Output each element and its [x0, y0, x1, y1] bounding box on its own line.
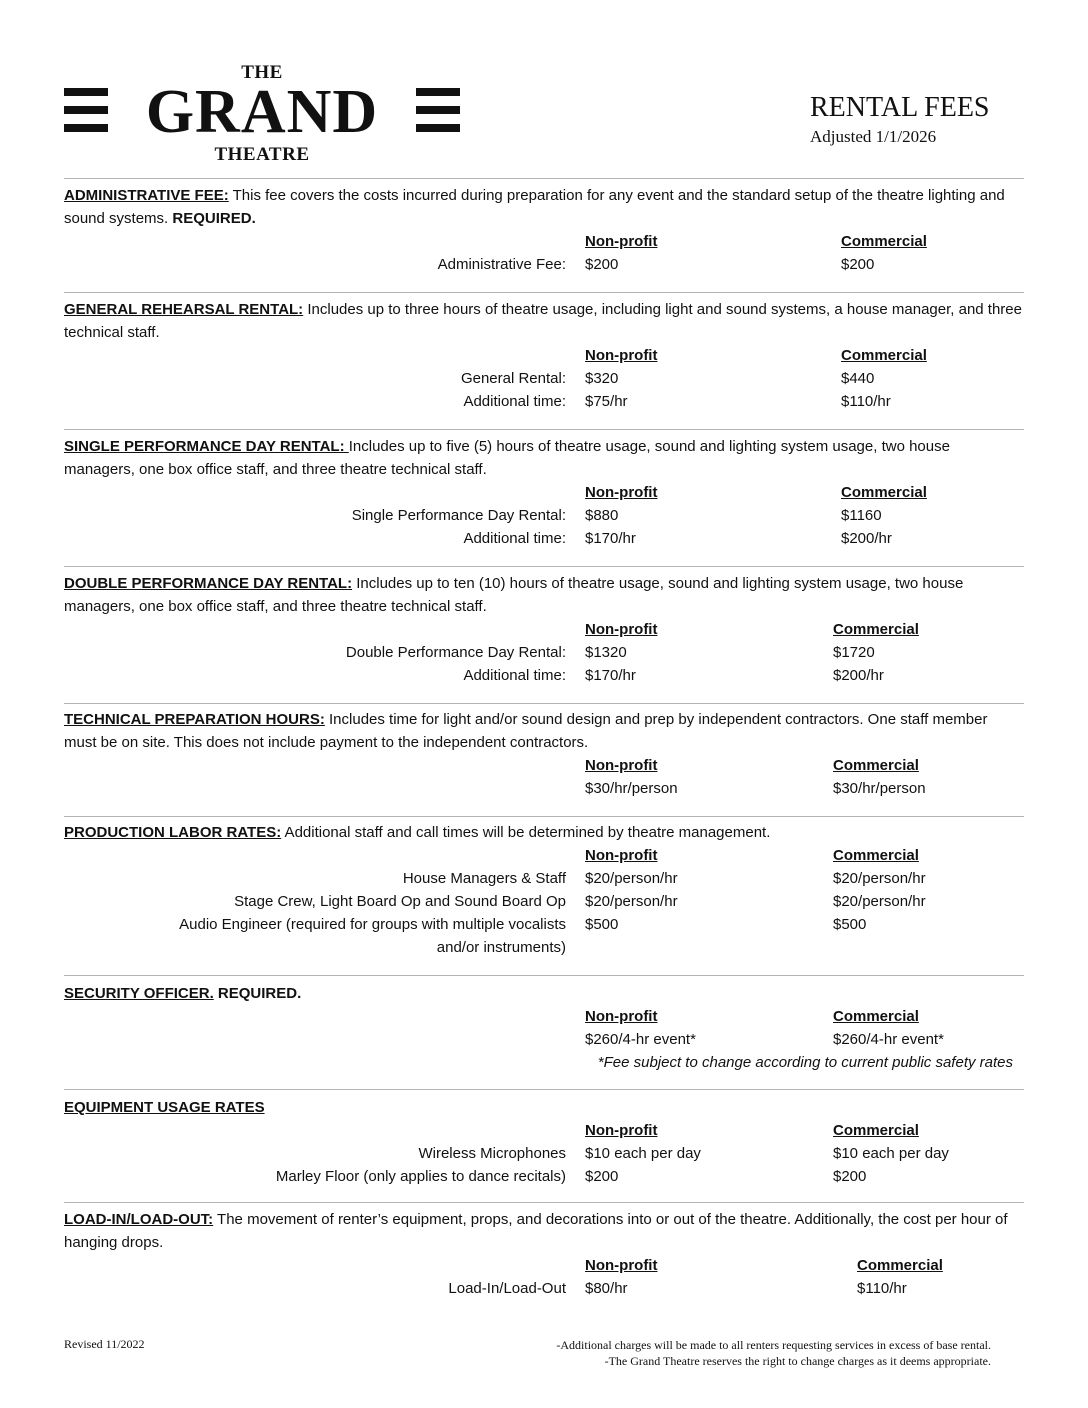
logo-theatre: THEATRE [214, 144, 310, 165]
nonprofit-header: Non-profit [585, 847, 658, 864]
nonprofit-value: $20/person/hr [585, 870, 678, 887]
commercial-header: Commercial [833, 847, 919, 864]
commercial-value: $1720 [833, 644, 875, 661]
fee-label: Double Performance Day Rental: [345, 644, 566, 661]
column-header-row [64, 844, 1024, 867]
commercial-value: $10 each per day [833, 1145, 949, 1162]
section-heading: ADMINISTRATIVE FEE: [64, 187, 229, 204]
column-header-row [64, 344, 1024, 367]
logo-bars-left-icon [64, 88, 108, 132]
fee-label: General Rental: [460, 370, 566, 387]
section-heading: SINGLE PERFORMANCE DAY RENTAL: [64, 438, 349, 455]
fee-label: Marley Floor (only applies to dance recitals) [275, 1168, 566, 1185]
fee-row [64, 504, 1024, 527]
fee-row [64, 1142, 1024, 1165]
nonprofit-value: $200 [585, 1168, 619, 1185]
fee-row [64, 390, 1024, 413]
fee-label: Wireless Microphones [418, 1145, 566, 1162]
fee-row [64, 664, 1024, 687]
section-description: LOAD-IN/LOAD-OUT: The movement of renter’s equipment, props, and decorations into or out of the theatre. Additionally, the cost per hour of hanging drops. [64, 1211, 1008, 1251]
commercial-header: Commercial [841, 347, 927, 364]
fee-row [64, 913, 1024, 959]
fee-label: Additional time: [463, 393, 566, 410]
nonprofit-value: $260/4-hr event* [585, 1031, 696, 1048]
fee-label: Additional time: [463, 667, 566, 684]
column-header-row [64, 1005, 1024, 1028]
section-heading: LOAD-IN/LOAD-OUT: [64, 1211, 214, 1228]
nonprofit-header: Non-profit [585, 1122, 658, 1139]
fee-note-text: *Fee subject to change according to current public safety rates [597, 1054, 1013, 1071]
section-load-in-load-out [64, 1208, 1024, 1300]
nonprofit-value: $320 [585, 370, 619, 387]
nonprofit-value: $170/hr [585, 530, 636, 547]
section-heading: EQUIPMENT USAGE RATES [64, 1099, 265, 1116]
column-header-row [64, 481, 1024, 504]
revised-date: Revised 11/2022 [64, 1337, 145, 1351]
fee-label: House Managers & Staff [402, 870, 566, 887]
commercial-value: $500 [833, 916, 867, 933]
nonprofit-value: $880 [585, 507, 619, 524]
logo-grand: GRAND [145, 78, 379, 146]
required-label: REQUIRED. [172, 210, 256, 227]
theatre-logo [64, 60, 460, 166]
section-description: SINGLE PERFORMANCE DAY RENTAL: Includes up to five (5) hours of theatre usage, sound and lighting system usage, two house managers, one box office staff, and three theatre technical staff. [64, 438, 950, 478]
logo-the: THE [241, 62, 283, 83]
section-divider [64, 1089, 1024, 1090]
nonprofit-header: Non-profit [585, 233, 658, 250]
section-production-labor-rates [64, 821, 1024, 959]
nonprofit-value: $30/hr/person [585, 780, 678, 797]
section-description: GENERAL REHEARSAL RENTAL: Includes up to three hours of theatre usage, including light and sound systems, a house manager, and three technical staff. [64, 301, 1022, 341]
nonprofit-header: Non-profit [585, 347, 658, 364]
nonprofit-value: $20/person/hr [585, 893, 678, 910]
commercial-value: $200/hr [833, 667, 884, 684]
section-description [64, 1096, 1024, 1119]
footer-notes [556, 1337, 991, 1369]
title-block [810, 92, 990, 148]
fee-row [64, 1028, 1024, 1051]
commercial-value: $20/person/hr [833, 870, 926, 887]
nonprofit-value: $75/hr [585, 393, 628, 410]
section-divider [64, 975, 1024, 976]
commercial-value: $440 [841, 370, 875, 387]
section-divider [64, 429, 1024, 430]
fee-label: Administrative Fee: [437, 256, 566, 273]
section-description: DOUBLE PERFORMANCE DAY RENTAL: Includes up to ten (10) hours of theatre usage, sound and lighting system usage, two house managers, one box office staff, and three theatre technical staff. [64, 575, 964, 615]
commercial-header: Commercial [833, 621, 919, 638]
page-title: RENTAL FEES [810, 92, 990, 123]
column-header-row [64, 230, 1024, 253]
commercial-header: Commercial [841, 233, 927, 250]
fee-label: Single Performance Day Rental: [351, 507, 566, 524]
fee-label: Stage Crew, Light Board Op and Sound Board Op [234, 893, 566, 910]
fee-row [64, 777, 1024, 800]
commercial-value: $30/hr/person [833, 780, 926, 797]
section-equipment-usage-rates [64, 1096, 1024, 1188]
fee-row [64, 1277, 1024, 1300]
section-divider [64, 292, 1024, 293]
fee-label: Audio Engineer (required for groups with multiple vocalists and/or instruments) [179, 916, 566, 956]
nonprofit-value: $80/hr [585, 1280, 628, 1297]
nonprofit-header: Non-profit [585, 484, 658, 501]
section-description [64, 982, 1024, 1005]
commercial-header: Commercial [833, 1008, 919, 1025]
section-divider [64, 178, 1024, 179]
fee-row [64, 367, 1024, 390]
nonprofit-value: $170/hr [585, 667, 636, 684]
section-divider [64, 816, 1024, 817]
section-heading: GENERAL REHEARSAL RENTAL: [64, 301, 304, 318]
section-general-rehearsal-rental [64, 298, 1024, 413]
fee-row [64, 867, 1024, 890]
column-header-row [64, 754, 1024, 777]
commercial-value: $20/person/hr [833, 893, 926, 910]
commercial-value: $200/hr [841, 530, 892, 547]
nonprofit-header: Non-profit [585, 1008, 658, 1025]
fee-label: Additional time: [463, 530, 566, 547]
commercial-header: Commercial [857, 1257, 943, 1274]
commercial-header: Commercial [833, 757, 919, 774]
section-security-officer [64, 982, 1024, 1074]
fee-row [64, 641, 1024, 664]
fee-note [64, 1051, 1024, 1074]
section-description: TECHNICAL PREPARATION HOURS: Includes time for light and/or sound design and prep by independent contractors. One staff member must be on site. This does not include payment to the independent contractors. [64, 711, 988, 751]
nonprofit-value: $200 [585, 256, 619, 273]
commercial-value: $110/hr [841, 393, 891, 410]
footer-note: -Additional charges will be made to all renters requesting services in excess of base rental. [556, 1338, 991, 1352]
nonprofit-header: Non-profit [585, 1257, 658, 1274]
nonprofit-value: $10 each per day [585, 1145, 701, 1162]
section-double-performance-day-rental [64, 572, 1024, 687]
section-divider [64, 703, 1024, 704]
commercial-header: Commercial [833, 1122, 919, 1139]
nonprofit-header: Non-profit [585, 757, 658, 774]
column-header-row [64, 618, 1024, 641]
logo-bars-right-icon [416, 88, 460, 132]
commercial-header: Commercial [841, 484, 927, 501]
required-label: REQUIRED. [213, 985, 302, 1002]
section-administrative-fee [64, 184, 1024, 276]
fee-row [64, 890, 1024, 913]
section-heading: SECURITY OFFICER. [64, 985, 214, 1002]
commercial-value: $200 [841, 256, 875, 273]
column-header-row [64, 1119, 1024, 1142]
section-heading: PRODUCTION LABOR RATES: [64, 824, 282, 841]
section-description: ADMINISTRATIVE FEE: This fee covers the costs incurred during preparation for any event and the standard setup of the theatre lighting and sound systems. REQUIRED. [64, 187, 1005, 227]
commercial-value: $260/4-hr event* [833, 1031, 944, 1048]
adjusted-date: Adjusted 1/1/2026 [810, 127, 937, 146]
section-single-performance-day-rental [64, 435, 1024, 550]
commercial-value: $110/hr [857, 1280, 907, 1297]
commercial-value: $1160 [841, 507, 882, 524]
section-technical-preparation-hours [64, 708, 1024, 800]
section-heading: TECHNICAL PREPARATION HOURS: [64, 711, 325, 728]
section-description: PRODUCTION LABOR RATES: Additional staff and call times will be determined by theatre management. [64, 824, 771, 841]
section-divider [64, 566, 1024, 567]
nonprofit-value: $1320 [585, 644, 627, 661]
fee-label: Load-In/Load-Out [448, 1280, 566, 1297]
section-divider [64, 1202, 1024, 1203]
fee-row [64, 527, 1024, 550]
nonprofit-value: $500 [585, 916, 619, 933]
fee-row [64, 1165, 1024, 1188]
commercial-value: $200 [833, 1168, 867, 1185]
section-heading: DOUBLE PERFORMANCE DAY RENTAL: [64, 575, 353, 592]
fee-row [64, 253, 1024, 276]
footer-note: -The Grand Theatre reserves the right to change charges as it deems appropriate. [604, 1354, 991, 1368]
column-header-row [64, 1254, 1024, 1277]
nonprofit-header: Non-profit [585, 621, 658, 638]
